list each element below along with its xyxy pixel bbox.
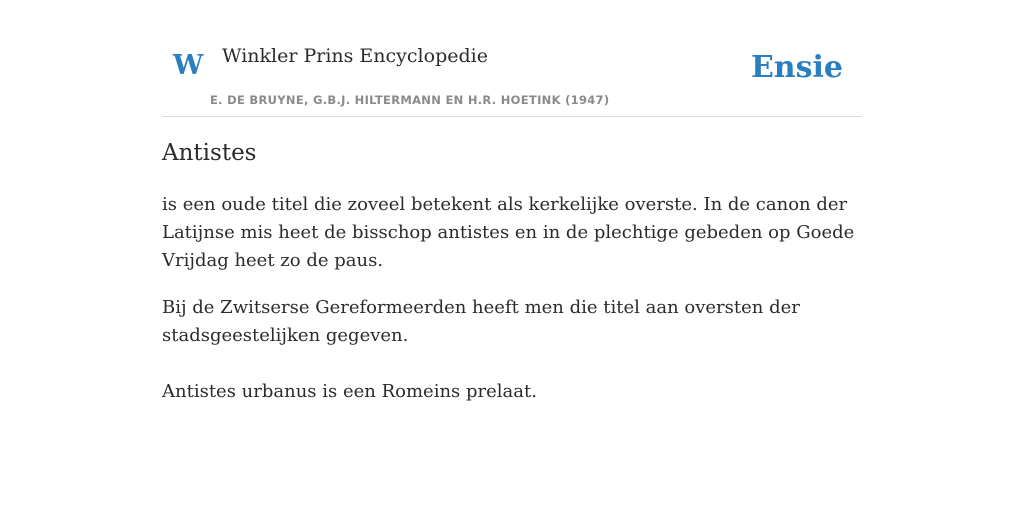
article-title: Antistes [162,140,257,166]
source-authors: E. DE BRUYNE, G.B.J. HILTERMANN EN H.R. HOETINK (1947) [210,93,610,107]
ensie-logo[interactable]: Ensie [750,50,843,85]
article-paragraph: Antistes urbanus is een Romeins prelaat. [162,381,537,402]
article-paragraph: is een oude titel die zoveel betekent als kerkelijke overste. In de canon der Latijnse mis heet de bisschop antistes en in de plechtige gebeden op Goede Vrijdag heet zo de paus. [162,194,855,271]
source-title[interactable]: Winkler Prins Encyclopedie [222,45,488,67]
winkler-prins-logo[interactable]: W [173,50,204,81]
article-paragraph: Bij de Zwitserse Gereformeerden heeft men die titel aan oversten der stadsgeestelijken gegeven. [162,297,800,346]
source-header [162,0,862,117]
page [162,0,862,406]
